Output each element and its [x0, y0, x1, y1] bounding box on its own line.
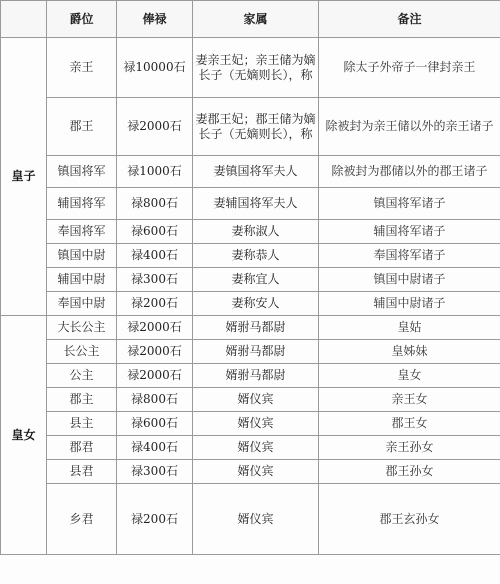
- family-value: 婿驸马都尉: [193, 316, 319, 340]
- salary-value: 禄300石: [117, 460, 193, 484]
- salary-value: 禄1000石: [117, 156, 193, 188]
- note-value: 皇姊妹: [319, 340, 500, 364]
- salary-value: 禄400石: [117, 436, 193, 460]
- header-family: 家属: [193, 1, 319, 38]
- note-value: 郡王女: [319, 412, 500, 436]
- family-value: 妻称宜人: [193, 268, 319, 292]
- note-value: 辅国将军诸子: [319, 220, 500, 244]
- table-row: [1, 388, 500, 412]
- header-salary: 俸禄: [117, 1, 193, 38]
- salary-value: 禄300石: [117, 268, 193, 292]
- family-value: 婿仪宾: [193, 436, 319, 460]
- family-value: 婿仪宾: [193, 412, 319, 436]
- rank-title: 镇国中尉: [47, 244, 117, 268]
- table-row: [1, 188, 500, 220]
- salary-value: 禄10000石: [117, 38, 193, 98]
- table-row: [1, 340, 500, 364]
- header-row: [1, 1, 500, 38]
- rank-title: 郡王: [47, 98, 117, 156]
- note-value: 郡王孙女: [319, 460, 500, 484]
- rank-title: 镇国将军: [47, 156, 117, 188]
- salary-value: 禄600石: [117, 412, 193, 436]
- family-value: 婿驸马都尉: [193, 364, 319, 388]
- table-row: [1, 364, 500, 388]
- note-value: 镇国将军诸子: [319, 188, 500, 220]
- table-body: [1, 38, 500, 555]
- family-value: 妻亲王妃；亲王储为嫡长子（无嫡则长），称: [193, 38, 319, 98]
- table-row: [1, 220, 500, 244]
- note-value: 郡王玄孙女: [319, 484, 500, 555]
- rank-title: 奉国中尉: [47, 292, 117, 316]
- salary-value: 禄200石: [117, 292, 193, 316]
- table-row: [1, 460, 500, 484]
- note-value: 亲王孙女: [319, 436, 500, 460]
- salary-value: 禄600石: [117, 220, 193, 244]
- family-value: 妻郡王妃；郡王储为嫡长子（无嫡则长），称: [193, 98, 319, 156]
- rank-title: 县君: [47, 460, 117, 484]
- note-value: 皇姑: [319, 316, 500, 340]
- table-row: [1, 156, 500, 188]
- family-value: 妻称淑人: [193, 220, 319, 244]
- table-row: [1, 244, 500, 268]
- header-note: 备注: [319, 1, 500, 38]
- family-value: 婿仪宾: [193, 484, 319, 555]
- note-value: 奉国将军诸子: [319, 244, 500, 268]
- table-row: [1, 38, 500, 98]
- note-value: 镇国中尉诸子: [319, 268, 500, 292]
- note-value: 亲王女: [319, 388, 500, 412]
- rank-title: 县主: [47, 412, 117, 436]
- table-row: [1, 484, 500, 555]
- rank-title: 大长公主: [47, 316, 117, 340]
- rank-title: 公主: [47, 364, 117, 388]
- rank-title: 辅国将军: [47, 188, 117, 220]
- salary-value: 禄800石: [117, 388, 193, 412]
- table-row: [1, 412, 500, 436]
- header-title: 爵位: [47, 1, 117, 38]
- note-value: 除被封为亲王储以外的亲王诸子: [319, 98, 500, 156]
- salary-value: 禄400石: [117, 244, 193, 268]
- family-value: 妻称恭人: [193, 244, 319, 268]
- rank-title: 辅国中尉: [47, 268, 117, 292]
- salary-value: 禄2000石: [117, 316, 193, 340]
- note-value: 辅国中尉诸子: [319, 292, 500, 316]
- table-row: [1, 268, 500, 292]
- rank-title: 奉国将军: [47, 220, 117, 244]
- table-row: [1, 316, 500, 340]
- group-label: 皇女: [1, 316, 47, 555]
- note-value: 皇女: [319, 364, 500, 388]
- family-value: 妻镇国将军夫人: [193, 156, 319, 188]
- salary-value: 禄2000石: [117, 364, 193, 388]
- note-value: 除太子外帝子一律封亲王: [319, 38, 500, 98]
- family-value: 妻称安人: [193, 292, 319, 316]
- salary-value: 禄2000石: [117, 340, 193, 364]
- table-row: [1, 436, 500, 460]
- salary-value: 禄800石: [117, 188, 193, 220]
- salary-value: 禄2000石: [117, 98, 193, 156]
- group-label: 皇子: [1, 38, 47, 316]
- family-value: 婿仪宾: [193, 460, 319, 484]
- table-row: [1, 292, 500, 316]
- note-value: 除被封为郡储以外的郡王诸子: [319, 156, 500, 188]
- family-value: 婿仪宾: [193, 388, 319, 412]
- rank-title: 郡君: [47, 436, 117, 460]
- family-value: 婿驸马都尉: [193, 340, 319, 364]
- rank-title: 长公主: [47, 340, 117, 364]
- rank-title: 乡君: [47, 484, 117, 555]
- header-group: [1, 1, 47, 38]
- salary-value: 禄200石: [117, 484, 193, 555]
- family-value: 妻辅国将军夫人: [193, 188, 319, 220]
- rank-title: 亲王: [47, 38, 117, 98]
- table-row: [1, 98, 500, 156]
- rank-title: 郡主: [47, 388, 117, 412]
